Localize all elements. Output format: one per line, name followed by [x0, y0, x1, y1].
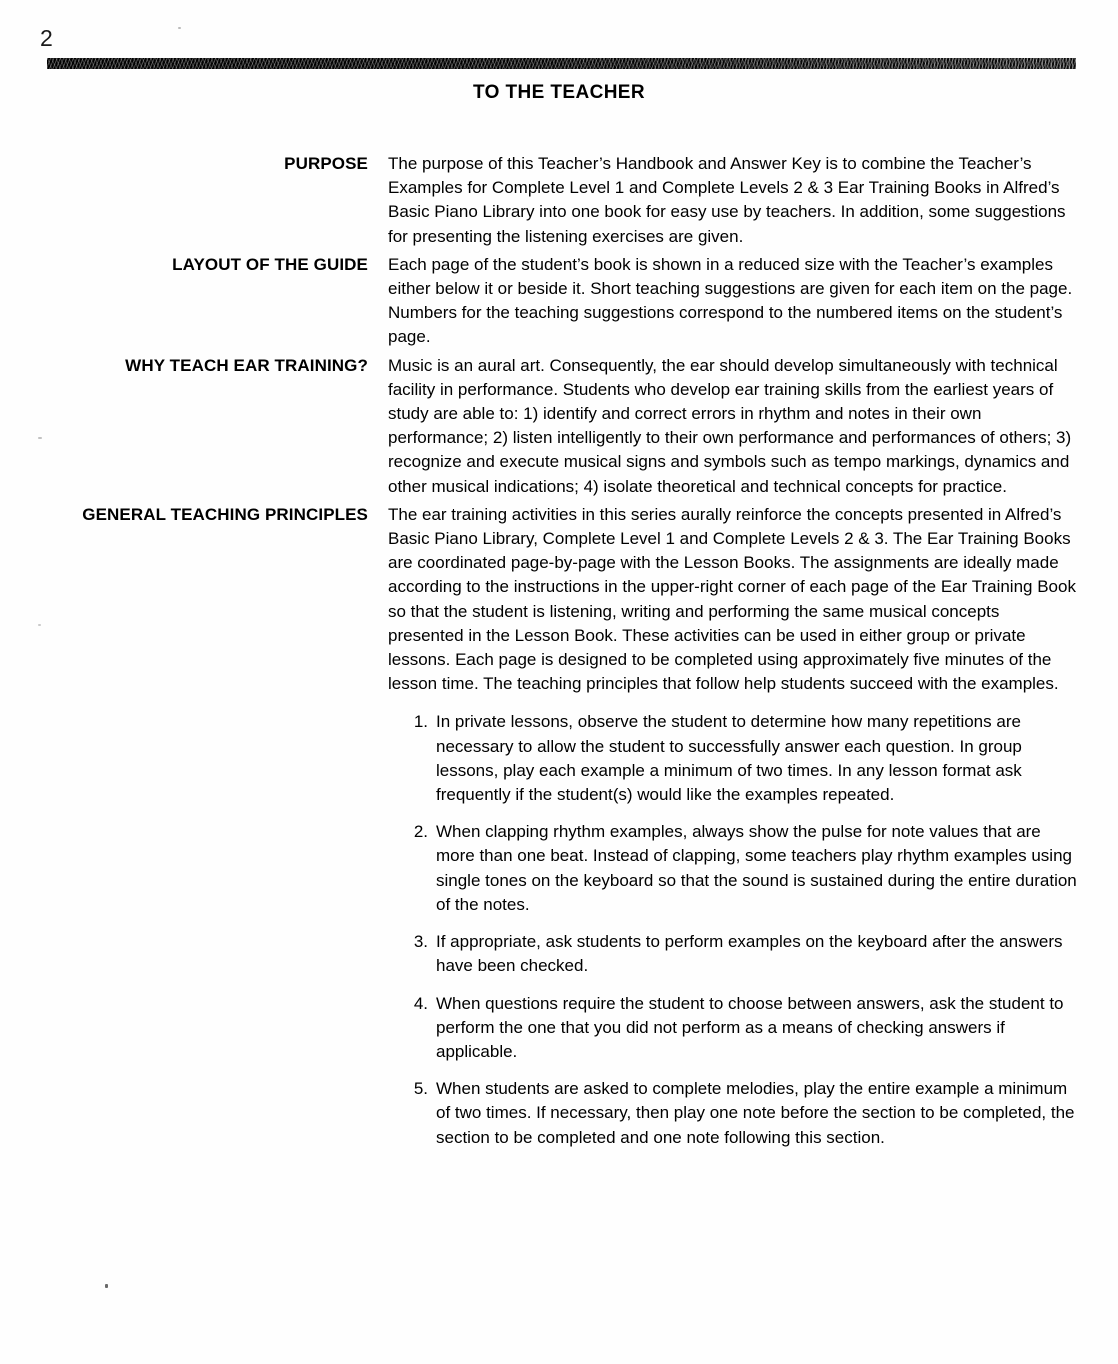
list-item: [408, 820, 1078, 917]
section-label-why-teach-ear-training: WHY TEACH EAR TRAINING?: [125, 355, 368, 375]
section-purpose: [40, 152, 1078, 249]
list-item-text: When questions require the student to choose between answers, ask the student to perform the one that you did not perform as a means of checking answers if applicable.: [436, 993, 1064, 1061]
section-general-teaching-principles: [40, 503, 1078, 1163]
list-item-number: 4.: [413, 993, 428, 1013]
paragraph-purpose: The purpose of this Teacher’s Handbook and Answer Key is to combine the Teacher’s Examples for Complete Level 1 and Complete Levels 2 & 3 Ear Training Books in Alfred’s Basic Piano Library into one book for easy use by teachers. In addition, some suggestions for presenting the listening exercises are given.: [388, 154, 1066, 246]
list-item: [408, 930, 1078, 978]
scan-artifact-speck: [105, 1284, 108, 1288]
section-layout-of-the-guide: [40, 253, 1078, 350]
list-item-number: 5.: [413, 1079, 428, 1099]
teaching-principles-list: [388, 710, 1078, 1149]
section-label-purpose: PURPOSE: [284, 154, 368, 173]
paragraph-layout-of-the-guide: Each page of the student’s book is shown in a reduced size with the Teacher’s examples either below it or beside it. Short teaching suggestions are given for each item on the page. Numbers for the teaching suggestions correspond to the numbered items on the student’s page.: [388, 254, 1073, 347]
list-item: [408, 992, 1078, 1065]
header-divider-rule: [47, 58, 1076, 69]
list-item-text: When clapping rhythm examples, always show the pulse for note values that are more than one beat. Instead of clapping, some teachers play rhythm examples using single tones on the keyboard so that the sound is sustained during the entire duration of the notes.: [436, 822, 1077, 914]
section-label-layout-of-the-guide: LAYOUT OF THE GUIDE: [172, 254, 368, 274]
paragraph-why-teach-ear-training: Music is an aural art. Consequently, the ear should develop simultaneously with technical facility in performance. Students who develop ear training skills from the earliest years of study are able to: 1) identify and correct errors in rhythm and notes in their own performance; 2) listen intelligently to their own performance and performances of others; 3) recognize and execute musical signs and symbols such as tempo markings, dynamics and other musical indications; 4) isolate theoretical and technical concepts for practice.: [388, 355, 1072, 496]
list-item-number: 3.: [413, 932, 428, 952]
section-why-teach-ear-training: [40, 354, 1078, 499]
section-label-general-teaching-principles: GENERAL TEACHING PRINCIPLES: [82, 504, 368, 524]
paragraph-general-teaching-principles: The ear training activities in this series aurally reinforce the concepts presented in Alfred’s Basic Piano Library, Complete Level 1 and Complete Levels 2 & 3. The Ear Training Books are coordinated page-by-page with the Lesson Books. The assignments are ideally made according to the instructions in the upper-right corner of each page of the Ear Training Book so that the student is listening, writing and performing the same musical concepts presented in the Lesson Book. These activities can be used in either group or private lessons. Each page is designed to be completed using approximately five minutes of the lesson time. The teaching principles that follow help students succeed with the examples.: [388, 504, 1076, 694]
list-item-text: If appropriate, ask students to perform examples on the keyboard after the answers have been checked.: [436, 932, 1063, 976]
list-item-text: When students are asked to complete melodies, play the entire example a minimum of two times. If necessary, then play one note before the section to be completed, the section to be completed and one note following this section.: [436, 1079, 1075, 1147]
section-body-layout-of-the-guide: [368, 253, 1078, 350]
page-number: 2: [40, 25, 53, 51]
list-item-number: 1.: [413, 712, 428, 732]
scan-artifact-speck: [38, 624, 41, 626]
section-body-why-teach-ear-training: [368, 354, 1078, 499]
section-body-purpose: [368, 152, 1078, 249]
list-item-text: In private lessons, observe the student to determine how many repetitions are necessary to allow the student to successfully answer each question. In group lessons, play each example a minimum of two times. In any lesson format ask frequently if the student(s) would like the examples repeated.: [436, 712, 1022, 805]
scan-artifact-speck: [178, 27, 181, 29]
list-item: [408, 710, 1078, 807]
list-item: [408, 1077, 1078, 1150]
page-title: TO THE TEACHER: [472, 82, 646, 103]
document-body: [40, 152, 1078, 1167]
scan-artifact-speck: [38, 437, 42, 439]
list-item-number: 2.: [413, 822, 428, 842]
section-body-general-teaching-principles: [368, 503, 1078, 1163]
